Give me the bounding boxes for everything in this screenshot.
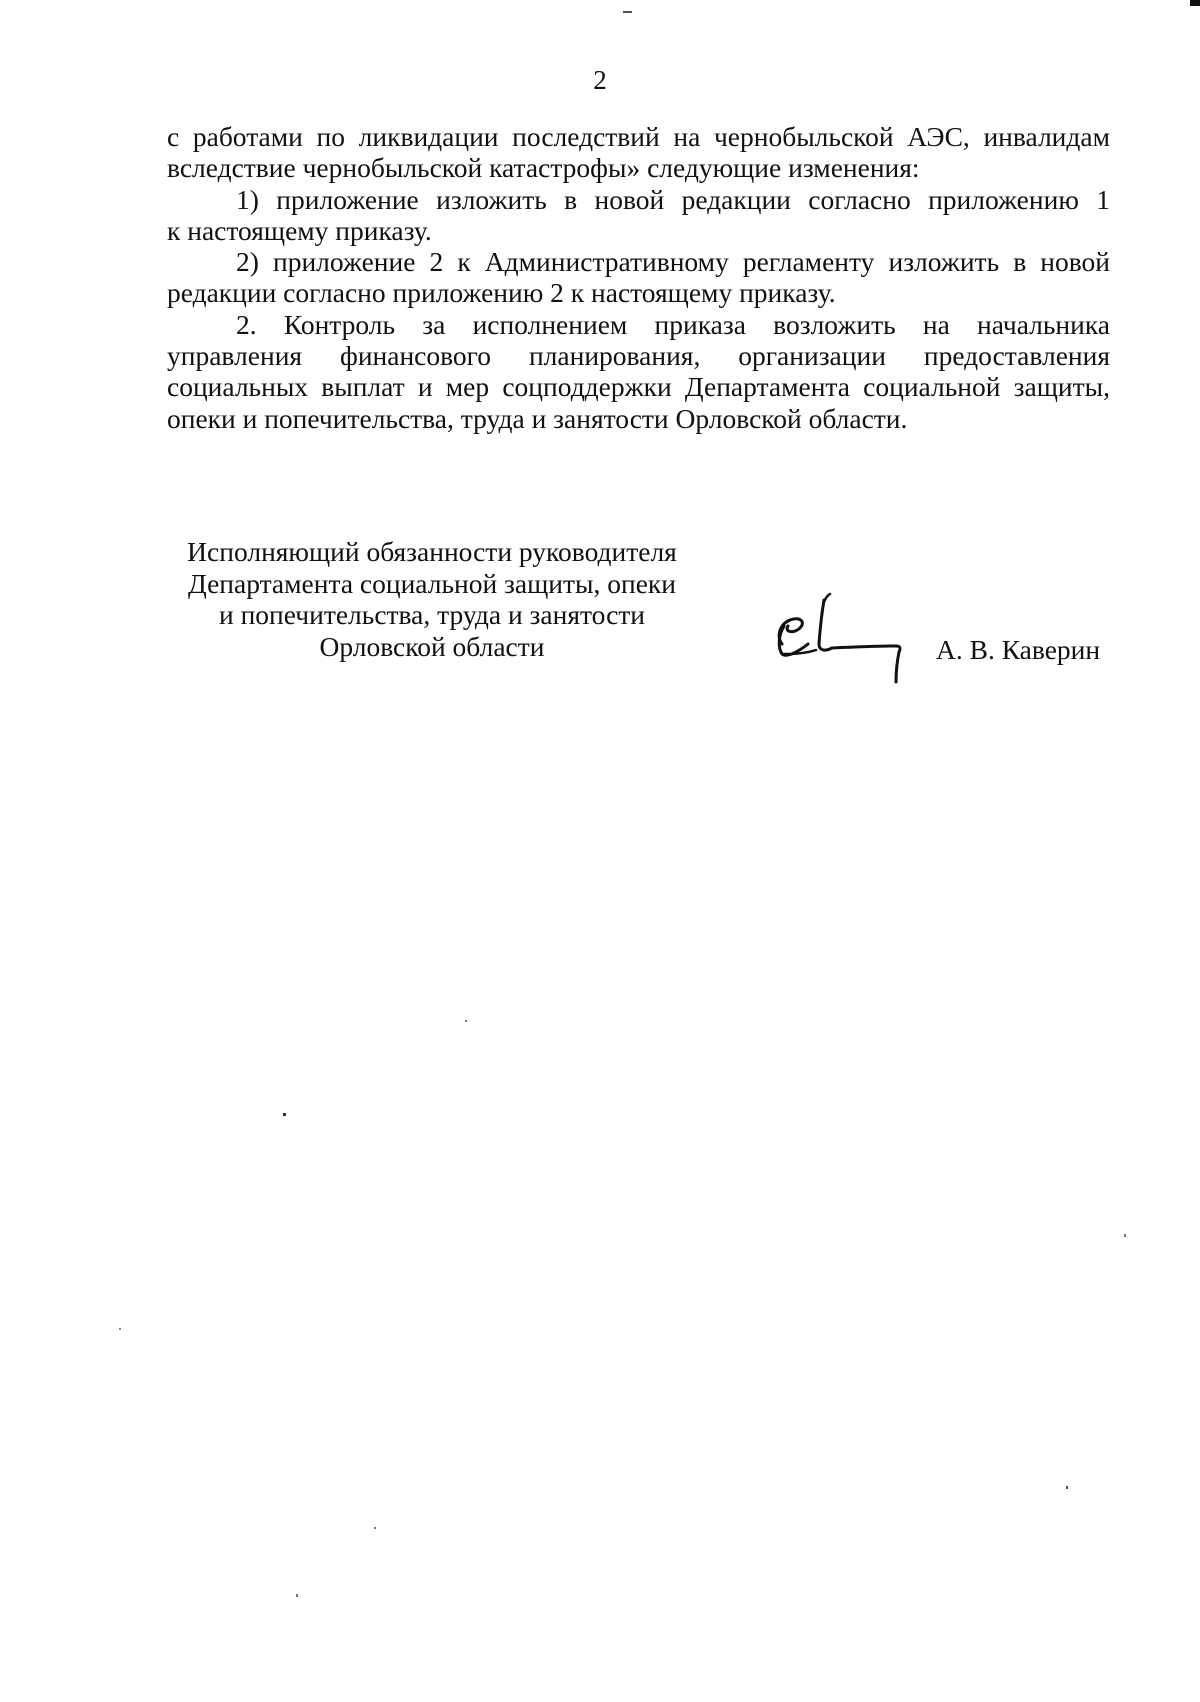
signatory-position <box>167 536 697 662</box>
scan-mark <box>623 11 632 13</box>
position-line: Департамента социальной защиты, опеки <box>187 567 677 599</box>
scan-speck <box>1066 1486 1068 1489</box>
body-line: к настоящему приказу. <box>167 214 432 246</box>
list-item-1: 1) приложение изложить в новой редакции согласно приложению 1 <box>236 183 1110 215</box>
body-line: с работами по ликвидации последствий на чернобыльской АЭС, инвалидам <box>167 121 1110 152</box>
document-body <box>167 121 1110 434</box>
position-line: Исполняющий обязанности руководителя <box>187 536 677 567</box>
signer-name: А. В. Каверин <box>936 634 1101 665</box>
paragraph-2: 2. Контроль за исполнением приказа возложить на начальника <box>236 308 1110 340</box>
scan-speck <box>119 1328 121 1330</box>
scan-speck <box>283 1113 286 1116</box>
body-line: социальных выплат и мер соцподдержки Департамента социальной защиты, <box>167 371 1110 403</box>
position-line: и попечительства, труда и занятости <box>218 599 646 630</box>
scan-speck <box>1124 1234 1126 1237</box>
body-line: вследствие чернобыльской катастрофы» следующие изменения: <box>167 152 920 184</box>
position-line: Орловской области <box>319 630 545 662</box>
body-line: опеки и попечительства, труда и занятости Орловской области. <box>167 402 908 434</box>
handwritten-signature <box>770 592 915 684</box>
page-number: 2 <box>593 65 607 95</box>
list-item-2: 2) приложение 2 к Административному регламенту изложить в новой <box>236 246 1110 278</box>
scan-speck <box>296 1594 298 1597</box>
scan-speck <box>374 1527 376 1529</box>
scan-mark <box>1190 0 1200 6</box>
scan-speck <box>465 1020 467 1022</box>
body-line: управления финансового планирования, организации предоставления <box>167 340 1110 372</box>
body-line: редакции согласно приложению 2 к настоящему приказу. <box>167 277 836 309</box>
